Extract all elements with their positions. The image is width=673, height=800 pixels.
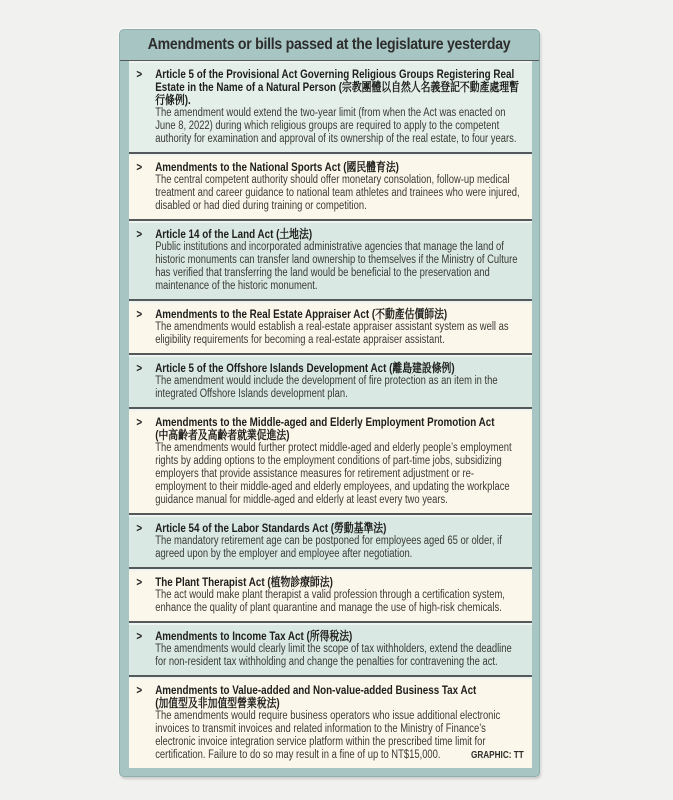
section-title: Amendments to Income Tax Act (所得稅法) [155,629,353,643]
section-title-chinese: (中高齡者及高齡者就業促進法) [155,428,290,442]
chevron-bullet-icon: > [136,67,143,81]
chevron-bullet-icon: > [136,307,143,321]
section-religious-real-estate-act [129,63,532,154]
section-title: Article 5 of the Provisional Act Governing Religious Groups Registering Real Estate in the Name of a Natural Person (宗教團體以自然人名義登記不動產處理暫行條例). [155,67,519,107]
section-income-tax-act [129,623,532,677]
chevron-bullet-icon: > [136,683,143,697]
section-title: The Plant Therapist Act (植物診療師法) [155,575,333,589]
section-title: Article 5 of the Offshore Islands Development Act (離島建設條例) [155,361,455,375]
chevron-bullet-icon: > [136,361,143,375]
section-body: The amendments would establish a real-estate appraiser assistant system as well as eligibility requirements for becoming a real-estate appraiser assistant. [155,321,509,346]
section-body: The central competent authority should offer monetary consolation, follow-up medical treatment and career guidance to national team athletes and trainees who were injured, disabled or had died during training or competition. [155,174,520,212]
section-title: Article 14 of the Land Act (土地法) [155,227,313,241]
section-title: Amendments to Value-added and Non-value-added Business Tax Act [155,683,477,697]
section-body: The amendments would require business operators who issue additional electronic invoices to transmit invoices and related information to the Ministry of Finance’s electronic invoice integration service platform within the prescribed time limit for certification. Failure to do so may result in a fine of up to NT$15,000. [155,710,501,761]
section-body: The amendments would further protect middle-aged and elderly people’s employment rights by adding options to the employment conditions of part-time jobs, subsidizing employers that provide assistance measures for retirement adjustment or re-employment to their middle-aged and elderly employees, and updating the workplace guidance manual for middle-aged and elderly at least every two years. [155,442,512,506]
chevron-bullet-icon: > [136,575,143,589]
section-title: Article 54 of the Labor Standards Act (勞動基準法) [155,521,387,535]
section-body: The act would make plant therapist a valid profession through a certification system, enhance the quality of plant quarantine and manage the use of high-risk chemicals. [155,589,505,614]
section-body: Public institutions and incorporated administrative agencies that manage the land of historic monuments can transfer land ownership to themselves if the Ministry of Culture has verified that transferring the land would be beneficial to the preservation and maintenance of the historic monument. [155,241,518,292]
section-elderly-employment-act [129,409,532,515]
section-business-tax-act [129,677,532,768]
section-title-chinese: (加值型及非加值型營業稅法) [155,696,280,710]
section-real-estate-appraiser-act [129,301,532,355]
chevron-bullet-icon: > [136,160,143,174]
chevron-bullet-icon: > [136,629,143,643]
graphic-credit: GRAPHIC: TT [470,750,524,761]
chevron-bullet-icon: > [136,521,143,535]
chevron-bullet-icon: > [136,227,143,241]
page-title: Amendments or bills passed at the legislature yesterday [148,36,511,53]
section-land-act [129,221,532,301]
section-national-sports-act [129,154,532,221]
chevron-bullet-icon: > [136,415,143,429]
sections-list [129,61,532,768]
section-offshore-islands-act [129,355,532,409]
panel-header [120,30,539,61]
section-labor-standards-act [129,515,532,569]
section-body: The amendment would extend the two-year limit (from when the Act was enacted on June 8, 2022) during which religious groups are required to apply to the competent authority for examination and approval of its ownership of the real estate, to four years. [155,107,517,145]
legislature-bills-panel [119,29,540,777]
section-title: Amendments to the Middle-aged and Elderly Employment Promotion Act [155,415,495,429]
section-body: The amendments would clearly limit the scope of tax withholders, extend the deadline for non-resident tax withholding and change the penalties for contravening the act. [155,643,512,668]
section-body: The amendment would include the development of fire protection as an item in the integrated Offshore Islands development plan. [155,375,498,400]
section-body: The mandatory retirement age can be postponed for employees aged 65 or older, if agreed upon by the employer and employee after negotiation. [155,535,502,560]
section-title: Amendments to the Real Estate Appraiser Act (不動產估價師法) [155,307,448,321]
section-plant-therapist-act [129,569,532,623]
section-title: Amendments to the National Sports Act (國民體育法) [155,160,399,174]
